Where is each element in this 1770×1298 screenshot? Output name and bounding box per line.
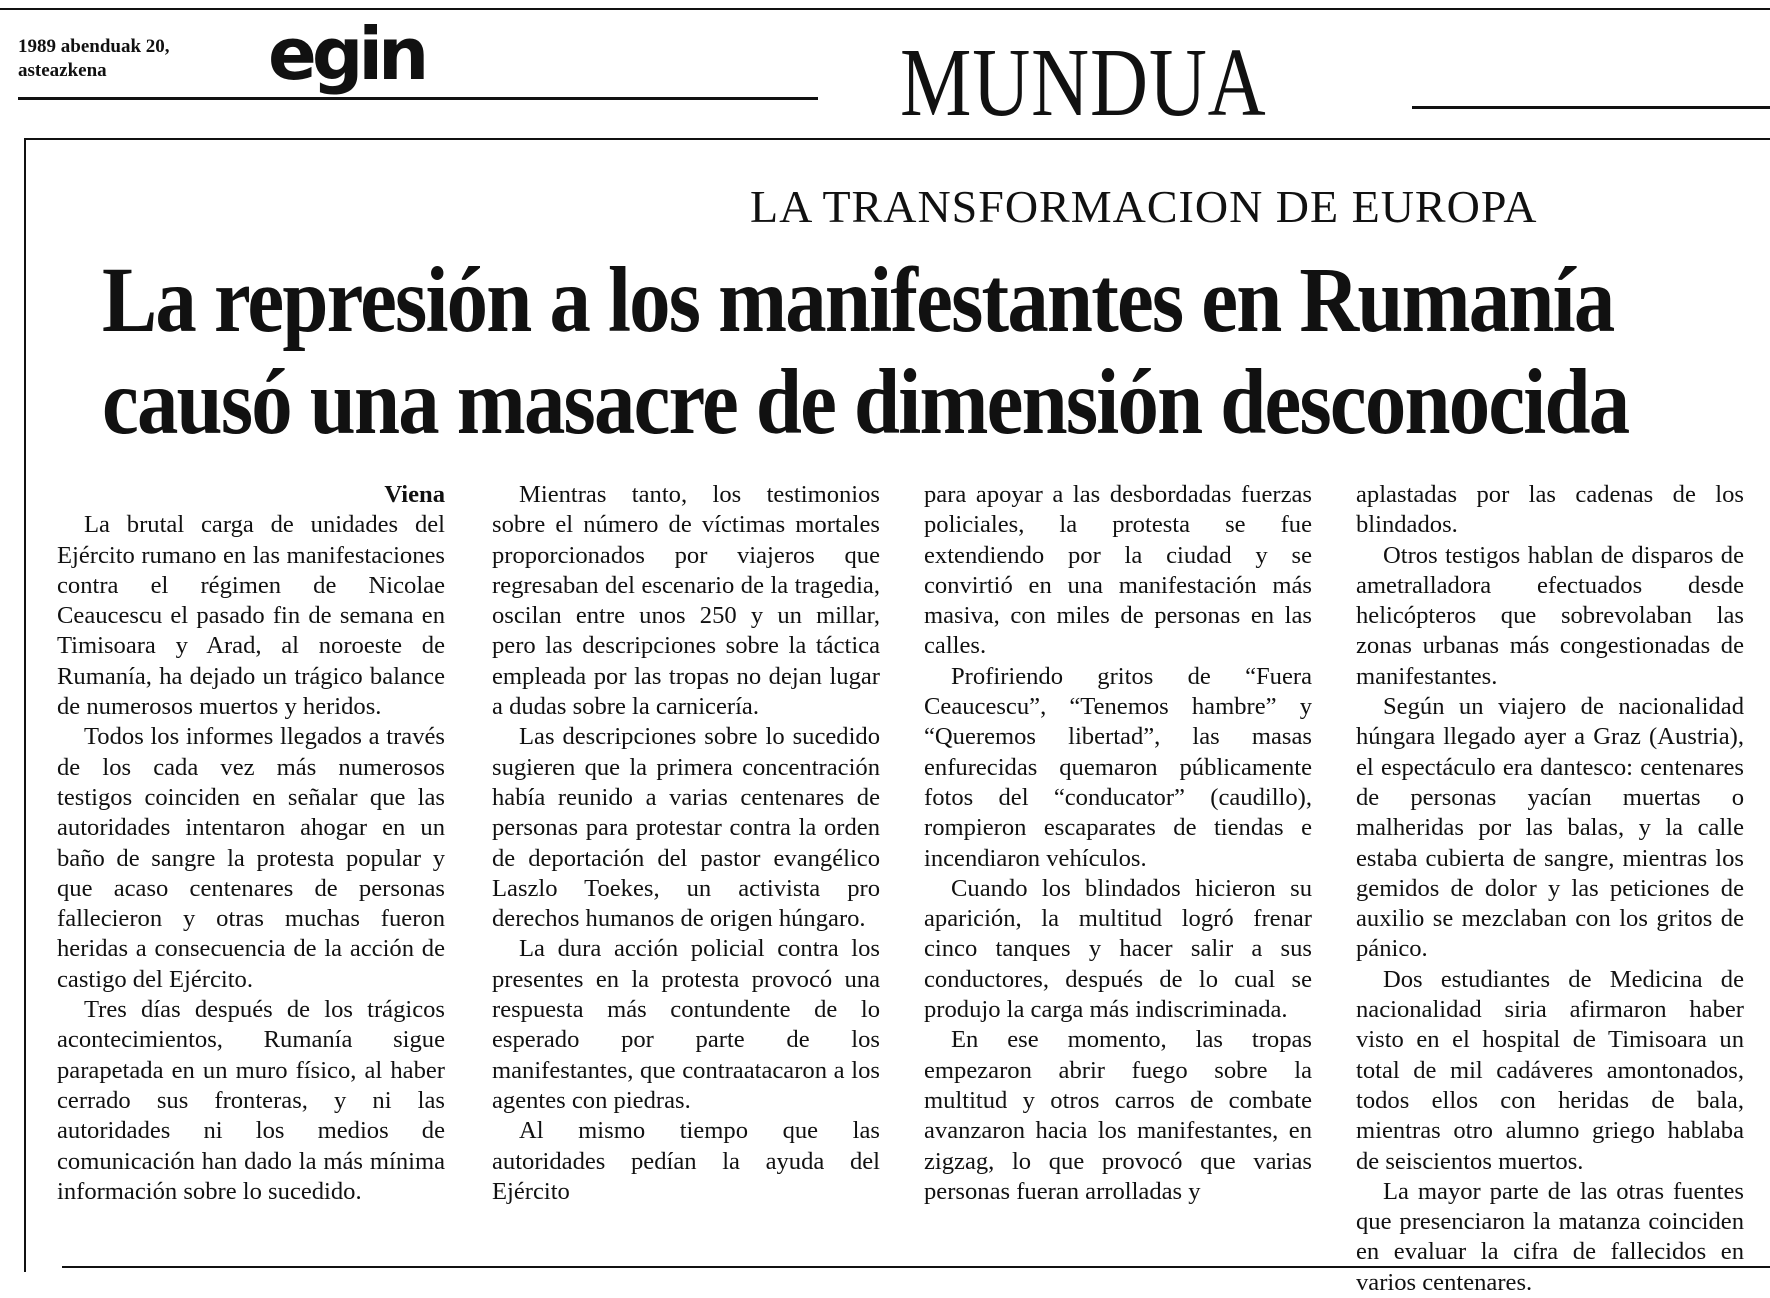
issue-weekday: asteazkena [18, 60, 107, 81]
egin-logo: egin [268, 12, 425, 96]
column-2-paragraph-1: Mientras tanto, los testimonios sobre el número de víctimas mortales proporcionados por viajeros que regresaban del escenario de la tragedia, oscilan entre unos 250 y un millar, pero las descripciones sobre la táctica empleada por las tropas no dejan lugar a dudas sobre la carnicería. [492, 481, 880, 721]
column-4-paragraph-2: Otros testigos hablan de disparos de ametralladora efectuados desde helicópteros que sobrevolaban las zonas urbanas más congestionadas de manifestantes. [1356, 541, 1744, 690]
column-3-paragraph-2: Profiriendo gritos de “Fuera Ceaucescu”, “Tenemos hambre” y “Queremos libertad”, las masas enfurecidas quemaron públicamente fotos del “conducator” (caudillo), rompieron escaparates de tiendas e incendiaron vehículos. [924, 662, 1312, 872]
column-4-paragraph-5: La mayor parte de las otras fuentes que presenciaron la matanza coinciden en evaluar la cifra de fallecidos en varios centenares. [1356, 1177, 1744, 1296]
masthead-rule-left [18, 97, 818, 100]
column-1-paragraph-2: Todos los informes llegados a través de los cada vez más numerosos testigos coinciden en señalar que las autoridades intentaron ahogar en un baño de sangre la protesta popular y que acaso centenares de personas fallecieron y otras muchas fueron heridas a consecuencia de la acción de castigo del Ejército. [57, 723, 445, 993]
headline-line-2: causó una masacre de dimensión desconocida [102, 351, 1629, 454]
issue-date: 1989 abenduak 20, [18, 36, 170, 57]
article-column-4 [1356, 480, 1744, 1298]
article-frame-left [24, 138, 26, 1272]
section-title: MUNDUA [900, 29, 1267, 137]
article-bottom-rule [62, 1266, 1770, 1268]
top-border-rule [0, 8, 1770, 10]
column-2-paragraph-2: Las descripciones sobre lo sucedido sugieren que la primera concentración había reunido a varias centenares de personas para protestar contra la orden de deportación del pastor evangélico Laszlo Toekes, un activista pro derechos humanos de origen húngaro. [492, 723, 880, 933]
column-3-paragraph-4: En ese momento, las tropas empezaron abrir fuego sobre la multitud y otros carros de combate avanzaron hacia los manifestantes, en zigzag, lo que provocó que varias personas fueran arrolladas y [924, 1026, 1312, 1205]
column-3-paragraph-1: para apoyar a las desbordadas fuerzas policiales, la protesta se fue extendiendo por la ciudad y se convirtió en una manifestación más masiva, con miles de personas en las calles. [924, 481, 1312, 660]
column-4-paragraph-3: Según un viajero de nacionalidad húngara llegado ayer a Graz (Austria), el espectáculo era dantesco: centenares de personas yacían muertas o malheridas por las balas, y la calle estaba cubierta de sangre, mientras los gemidos de dolor y las peticiones de auxilio se mezclaban con los gritos de pánico. [1356, 693, 1744, 963]
column-1-paragraph-1: La brutal carga de unidades del Ejército rumano en las manifestaciones contra el régimen de Nicolae Ceaucescu el pasado fin de semana en Timisoara y Arad, al noroeste de Rumanía, ha dejado un trágico balance de numerosos muertos y heridos. [57, 511, 445, 721]
article-column-3 [924, 480, 1312, 1207]
column-4-paragraph-4: Dos estudiantes de Medicina de nacionalidad siria afirmaron haber visto en el hospital de Timisoara un total de mil cadáveres amontonados, todos ellos con heridas de bala, mientras otro alumno griego hablaba de seiscientos muertos. [1356, 965, 1744, 1175]
column-2-paragraph-3: La dura acción policial contra los presentes en la protesta provocó una respuesta más contundente de lo esperado por parte de los manifestantes, que contraatacaron a los agentes con piedras. [492, 935, 880, 1114]
column-1-paragraph-3: Tres días después de los trágicos acontecimientos, Rumanía sigue parapetada en un muro físico, al haber cerrado sus fronteras, y ni las autoridades ni los medios de comunicación han dado la más mínima información sobre lo sucedido. [57, 996, 445, 1205]
headline-line-1: La represión a los manifestantes en Rumanía [102, 249, 1614, 352]
column-4-paragraph-1: aplastadas por las cadenas de los blindados. [1356, 481, 1744, 539]
column-2-paragraph-4: Al mismo tiempo que las autoridades pedían la ayuda del Ejército [492, 1117, 880, 1205]
article-frame-top [24, 138, 1770, 140]
article-kicker: LA TRANSFORMACION DE EUROPA [750, 181, 1538, 232]
article-column-1 [57, 480, 445, 1207]
article-column-2 [492, 480, 880, 1207]
article-dateline: Viena [384, 481, 445, 508]
column-3-paragraph-3: Cuando los blindados hicieron su aparición, la multitud logró frenar cinco tanques y hacer salir a sus conductores, después de lo cual se produjo la carga más indiscriminada. [924, 874, 1312, 1024]
masthead-rule-right [1412, 106, 1770, 109]
